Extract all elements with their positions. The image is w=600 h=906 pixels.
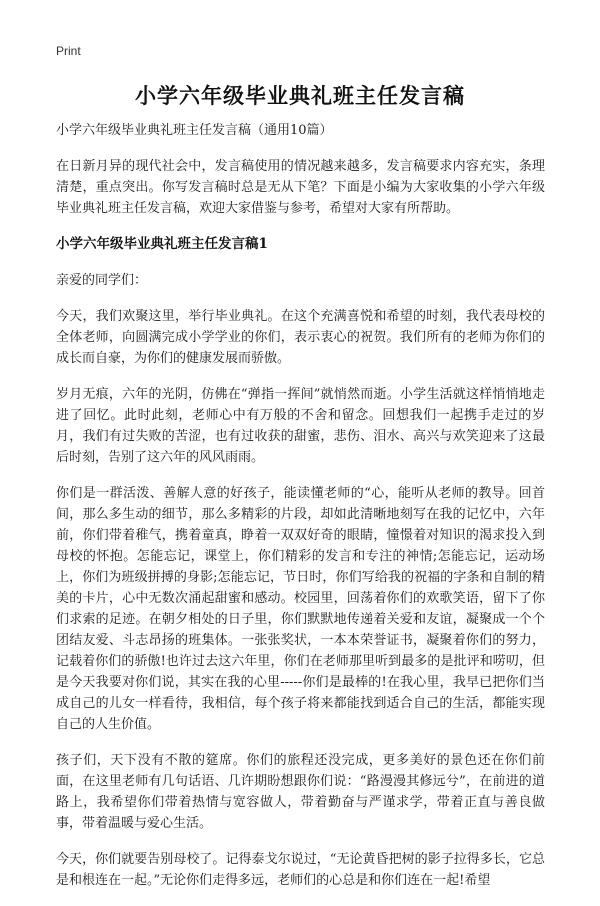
article-body: [56, 120, 545, 906]
body-paragraph: 岁月无痕，六年的光阴，仿佛在“弹指一挥间”就悄然而逝。小学生活就这样悄悄地走进了回忆。此时此刻，老师心中有万般的不舍和留念。回想我们一起携手走过的岁月，我们有过失败的苦涩，也有过收获的甜蜜，悲伤、泪水、高兴与欢笑迎来了这最后时刻，告别了这六年的风风雨雨。: [56, 387, 545, 465]
body-paragraph: 今天，我们欢聚这里，举行毕业典礼。在这个充满喜悦和希望的时刻，我代表母校的全体老师，向圆满完成小学学业的你们，表示衷心的祝贺。我们所有的老师为你们的成长而自豪，为你们的健康发展而骄傲。: [56, 309, 545, 366]
section-heading: 小学六年级毕业典礼班主任发言稿1: [56, 236, 268, 252]
body-paragraph: 今天，你们就要告别母校了。记得泰戈尔说过，“无论黄昏把树的影子拉得多长，它总是和根连在一起。”无论你们走得多远，老师们的心总是和你们连在一起!希望: [56, 852, 545, 888]
page-title: 小学六年级毕业典礼班主任发言稿: [135, 83, 465, 108]
body-paragraph: 孩子们，天下没有不散的筵席。你们的旅程还没完成，更多美好的景色还在你们前面，在这里老师有几句话语、几许期盼想跟你们说：“路漫漫其修远兮”，在前进的道路上，我希望你们带着热情与宽容做人，带着勤奋与严谨求学，带着正直与善良做事，带着温暖与爱心生活。: [56, 753, 545, 831]
intro-paragraph: 在日新月异的现代社会中，发言稿使用的情况越来越多，发言稿要求内容充实，条理清楚，重点突出。你写发言稿时总是无从下笔？下面是小编为大家收集的小学六年级毕业典礼班主任发言稿，欢迎大家借鉴与参考，希望对大家有所帮助。: [56, 159, 545, 216]
print-link[interactable]: Print: [56, 44, 81, 58]
subtitle: 小学六年级毕业典礼班主任发言稿（通用10篇）: [56, 123, 333, 138]
body-paragraph: 你们是一群活泼、善解人意的好孩子，能读懂老师的“心，能听从老师的教导。回首间，那么多生动的细节，那么多精彩的片段，却如此清晰地刻写在我的记忆中，六年前，你们带着稚气，携着童真，睁着一双双好奇的眼睛，憧憬着对知识的渴求投入到母校的怀抱。怎能忘记，课堂上，你们精彩的发言和专注的神情;怎能忘记，运动场上，你们为班级拼搏的身影;怎能忘记，节日时，你们写给我的祝福的字条和自制的精美的卡片，心中无数次涌起甜蜜和感动。校园里，回荡着你们的欢歌笑语，留下了你们求索的足迹。在朝夕相处的日子里，你们默默地传递着关爱和友谊，凝聚成一个个团结友爱、斗志昂扬的班集体。一张张奖状，一本本荣誉证书，凝聚着你们的努力，记载着你们的骄傲!也许过去这六年里，你们在老师那里听到最多的是批评和唠叨，但是今天我要对你们说，其实在我的心里-----你们是最棒的!在我心里，我早已把你们当成自己的儿女一样看待，我相信，每个孩子将来都能找到适合自己的生活，都能实现自己的人生价值。: [56, 486, 545, 732]
salutation: 亲爱的同学们：: [56, 273, 148, 288]
